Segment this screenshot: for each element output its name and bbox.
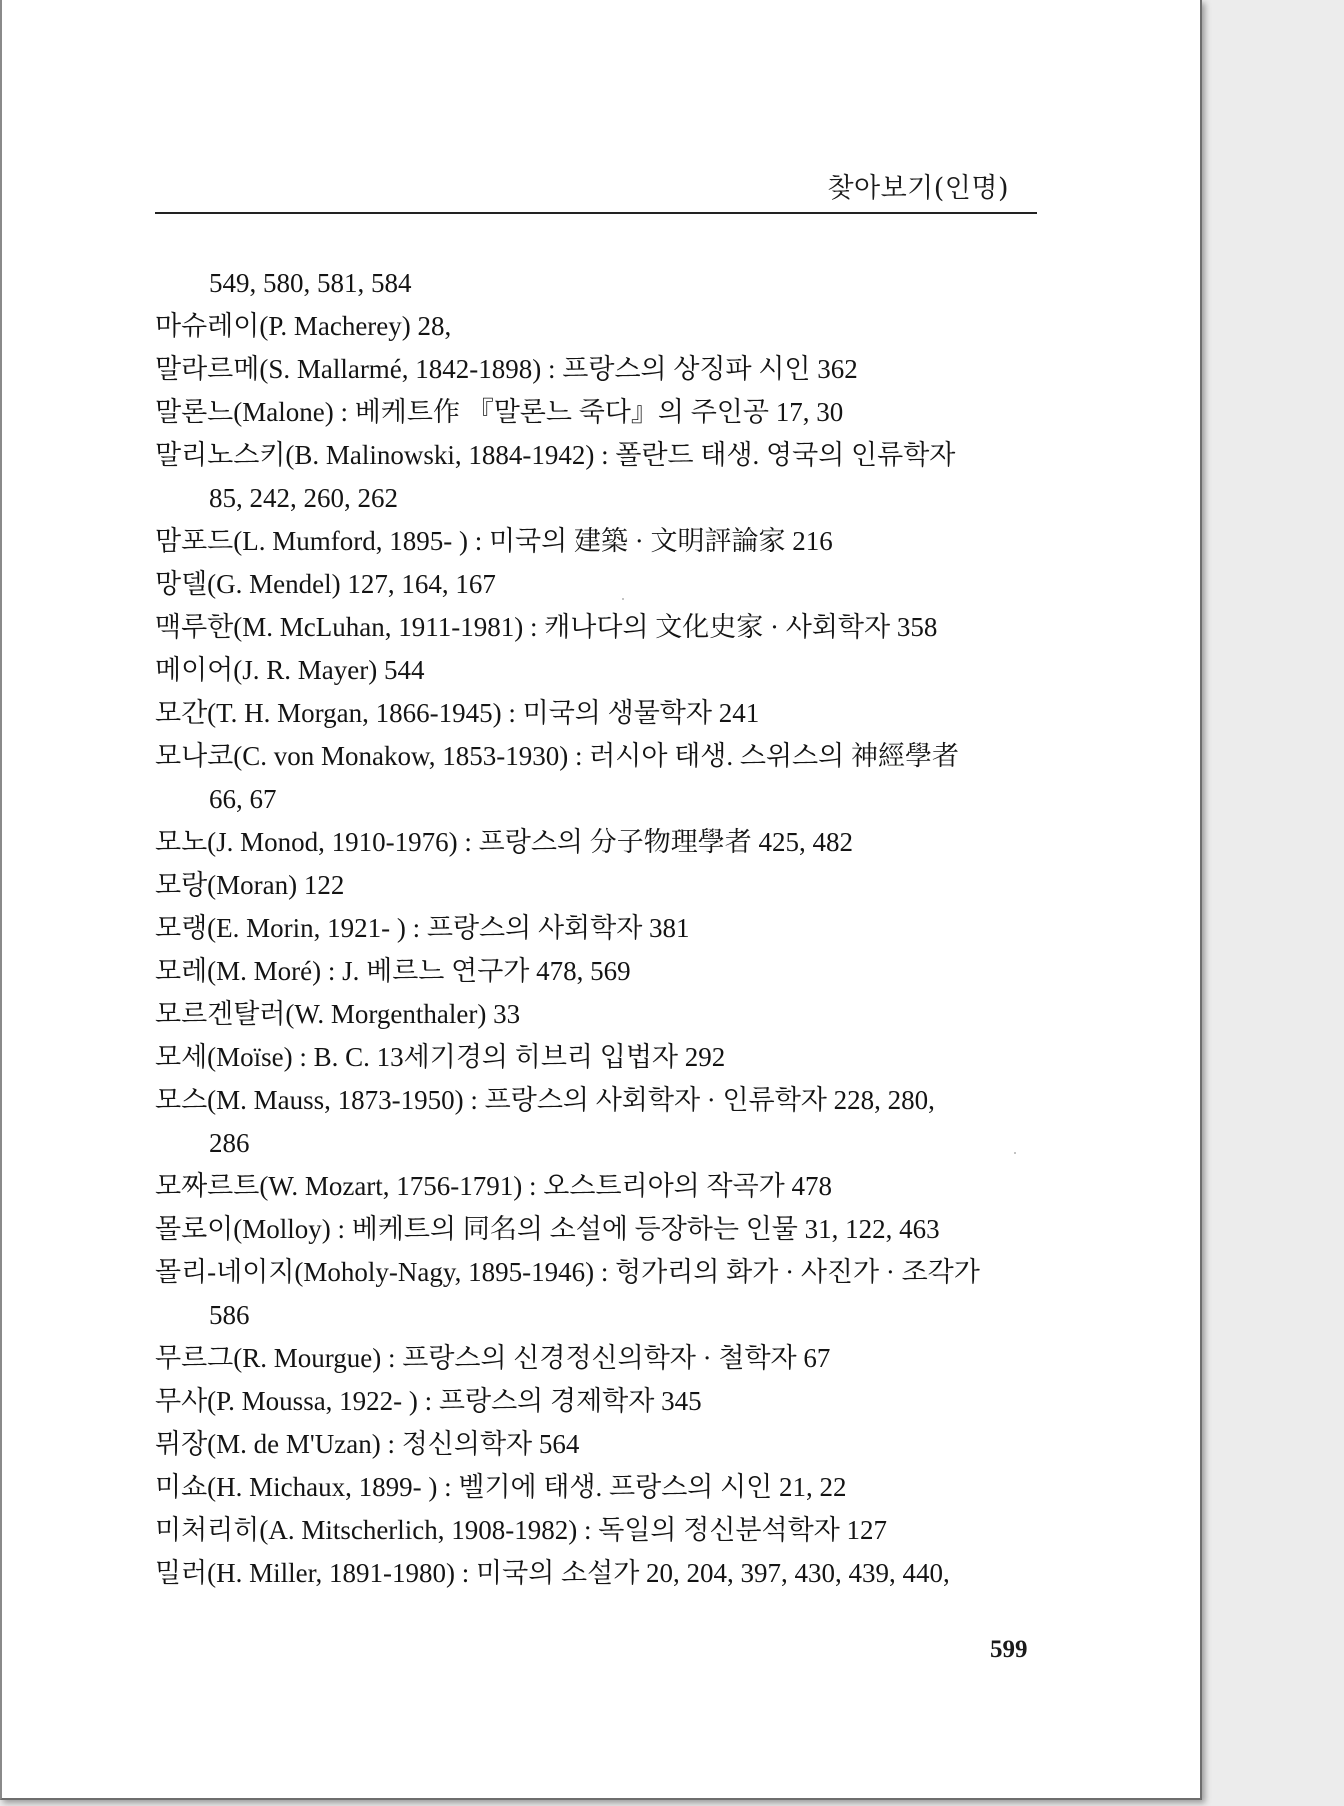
running-header xyxy=(155,162,1037,214)
index-entry-continuation: 286 xyxy=(209,1128,250,1158)
index-entry-continuation: 586 xyxy=(209,1300,250,1330)
scan-speck xyxy=(622,598,624,600)
index-entry: 말론느(Malone) : 베케트作 『말론느 죽다』의 주인공 17, 30 xyxy=(155,397,844,427)
index-entry: 맥루한(M. McLuhan, 1911-1981) : 캐나다의 文化史家 · 사회학자 358 xyxy=(155,612,938,642)
index-entry: 모짜르트(W. Mozart, 1756-1791) : 오스트리아의 작곡가 478 xyxy=(155,1171,833,1201)
index-entry-continuation: 66, 67 xyxy=(209,784,277,814)
index-entry: 모간(T. H. Morgan, 1866-1945) : 미국의 생물학자 241 xyxy=(155,698,760,728)
index-entry-continuation: 549, 580, 581, 584 xyxy=(209,268,412,298)
index-entries xyxy=(155,262,1060,1595)
index-entry: 무사(P. Moussa, 1922- ) : 프랑스의 경제학자 345 xyxy=(155,1386,702,1416)
index-entry: 몰리-네이지(Moholy-Nagy, 1895-1946) : 헝가리의 화가 · 사진가 · 조각가 xyxy=(155,1257,980,1287)
index-entry: 모랭(E. Morin, 1921- ) : 프랑스의 사회학자 381 xyxy=(155,913,690,943)
index-entry: 무르그(R. Mourgue) : 프랑스의 신경정신의학자 · 철학자 67 xyxy=(155,1343,831,1373)
index-entry: 밀러(H. Miller, 1891-1980) : 미국의 소설가 20, 204, 397, 430, 439, 440, xyxy=(155,1558,950,1588)
index-entry: 뮈장(M. de M'Uzan) : 정신의학자 564 xyxy=(155,1429,580,1459)
index-entry: 모레(M. Moré) : J. 베르느 연구가 478, 569 xyxy=(155,956,631,986)
index-entry-continuation: 85, 242, 260, 262 xyxy=(209,483,398,513)
index-entry: 미쇼(H. Michaux, 1899- ) : 벨기에 태생. 프랑스의 시인 21, 22 xyxy=(155,1472,847,1502)
index-entry: 모르겐탈러(W. Morgenthaler) 33 xyxy=(155,999,521,1029)
index-entry: 말라르메(S. Mallarmé, 1842-1898) : 프랑스의 상징파 시인 362 xyxy=(155,354,858,384)
index-entry: 메이어(J. R. Mayer) 544 xyxy=(155,655,425,685)
index-entry: 몰로이(Molloy) : 베케트의 同名의 소설에 등장하는 인물 31, 122, 463 xyxy=(155,1214,940,1244)
index-entry: 모랑(Moran) 122 xyxy=(155,870,345,900)
index-entry: 모스(M. Mauss, 1873-1950) : 프랑스의 사회학자 · 인류학자 228, 280, xyxy=(155,1085,935,1115)
scan-speck xyxy=(1014,1152,1016,1154)
index-entry: 미처리히(A. Mitscherlich, 1908-1982) : 독일의 정신분석학자 127 xyxy=(155,1515,888,1545)
index-entry: 망델(G. Mendel) 127, 164, 167 xyxy=(155,569,496,599)
header-title: 찾아보기(인명) xyxy=(827,173,1009,204)
index-entry: 모세(Moïse) : B. C. 13세기경의 히브리 입법자 292 xyxy=(155,1042,726,1072)
index-entry: 모나코(C. von Monakow, 1853-1930) : 러시아 태생. 스위스의 神經學者 xyxy=(155,741,959,771)
index-entry: 마슈레이(P. Macherey) 28, xyxy=(155,311,452,341)
index-entry: 모노(J. Monod, 1910-1976) : 프랑스의 分子物理學者 425, 482 xyxy=(155,827,853,857)
index-entry: 맘포드(L. Mumford, 1895- ) : 미국의 建築 · 文明評論家 216 xyxy=(155,526,833,556)
page-number: 599 xyxy=(990,1636,1028,1663)
index-entry: 말리노스키(B. Malinowski, 1884-1942) : 폴란드 태생. 영국의 인류학자 xyxy=(155,440,956,470)
